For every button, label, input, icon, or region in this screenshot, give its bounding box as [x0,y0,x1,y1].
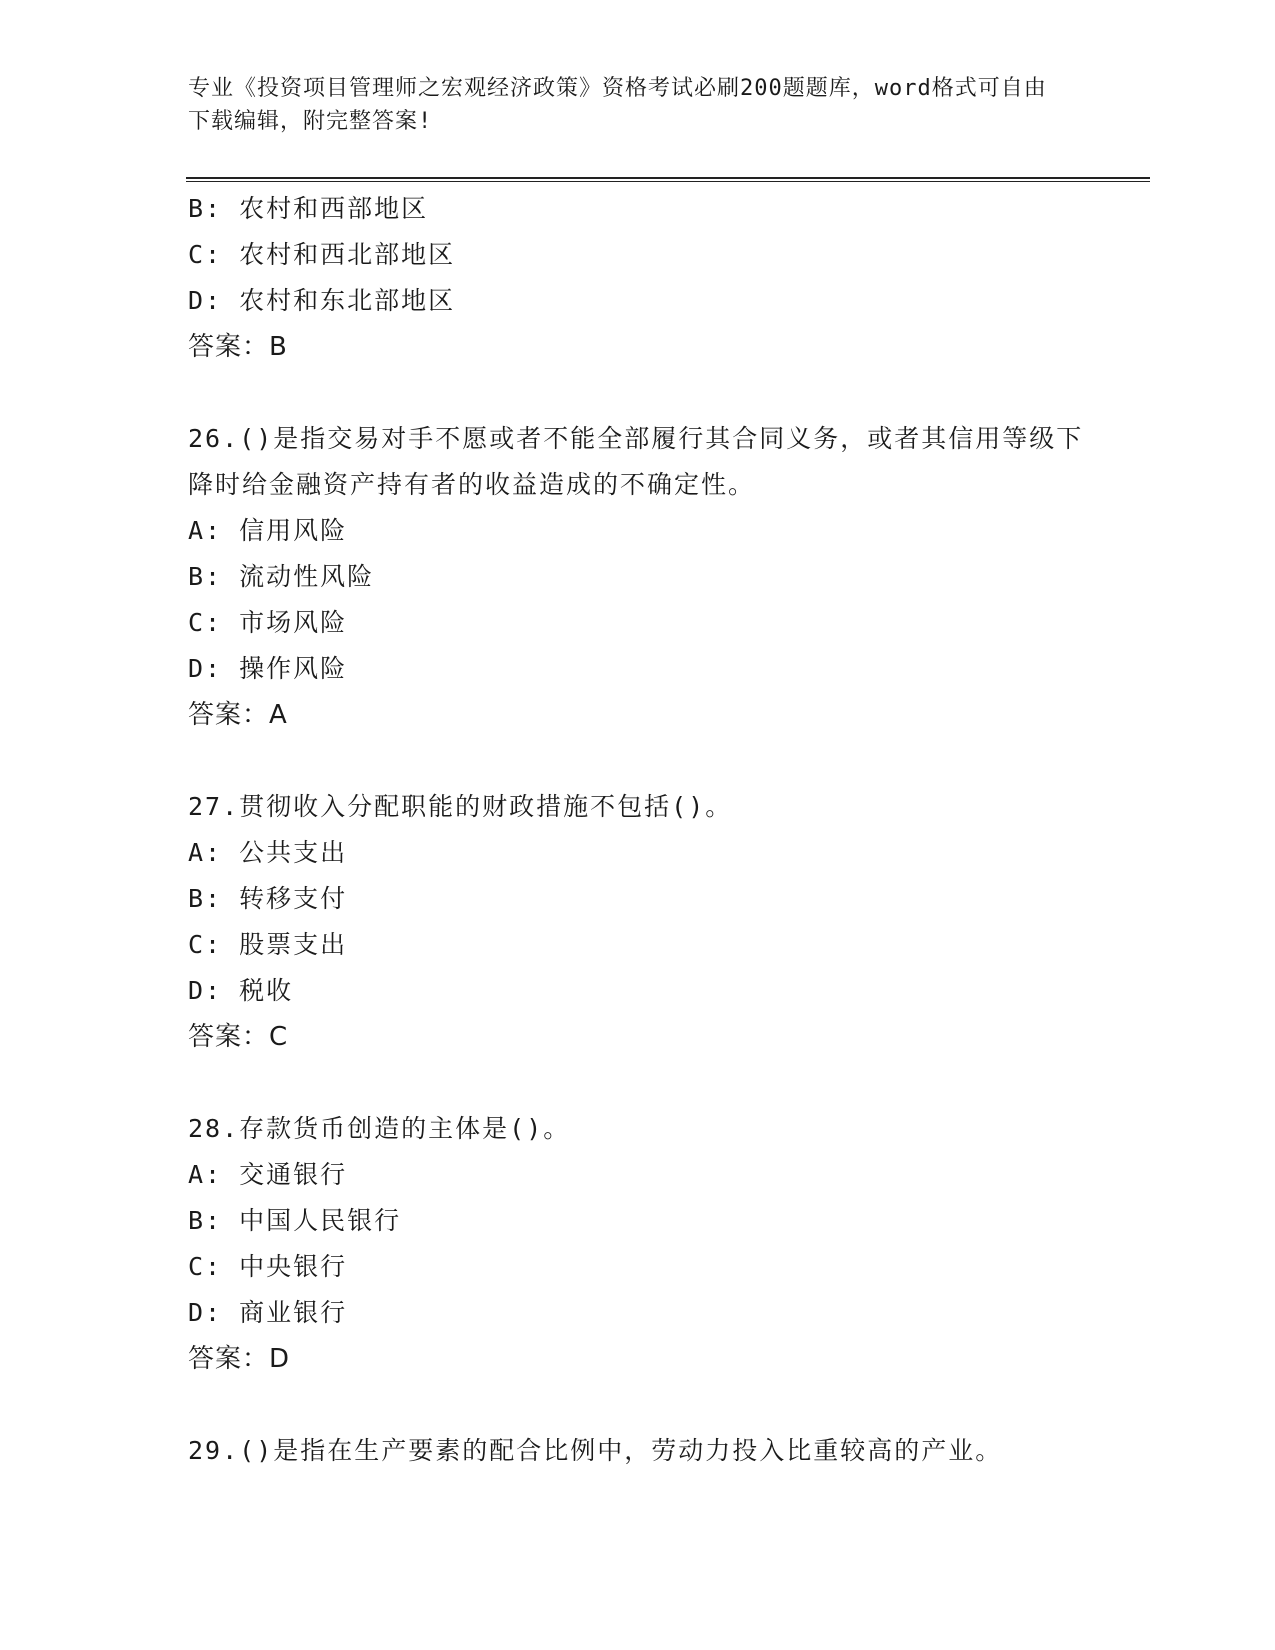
option-line: D: 税收 [188,976,294,1005]
answer-line: 答案：B [188,332,288,362]
option-line: C: 中央银行 [188,1252,348,1281]
question-27 [188,784,1088,1060]
question-26 [188,416,1088,738]
question-stem: 27.贯彻收入分配职能的财政措施不包括()。 [188,792,733,821]
answer-line: 答案：C [188,1022,289,1052]
page-header: 专业《投资项目管理师之宏观经济政策》资格考试必刷200题题库，word格式可自由下载编辑，附完整答案! [188,76,1047,134]
option-line: C: 农村和西北部地区 [188,240,456,269]
option-line: B: 中国人民银行 [188,1206,402,1235]
option-line: D: 操作风险 [188,654,348,683]
option-line: D: 农村和东北部地区 [188,286,456,315]
option-line: C: 股票支出 [188,930,348,959]
option-line: C: 市场风险 [188,608,348,637]
header-rule [186,177,1150,182]
question-stem: 28.存款货币创造的主体是()。 [188,1114,571,1143]
question-28 [188,1106,1088,1382]
question-stem: 29.()是指在生产要素的配合比例中，劳动力投入比重较高的产业。 [188,1436,1003,1465]
answer-line: 答案：A [188,700,288,730]
option-line: B: 流动性风险 [188,562,375,591]
option-line: A: 交通银行 [188,1160,348,1189]
document-body [188,186,1088,1474]
question-stem: 26.()是指交易对手不愿或者不能全部履行其合同义务，或者其信用等级下降时给金融资产持有者的收益造成的不确定性。 [188,424,1084,499]
option-line: B: 农村和西部地区 [188,194,429,223]
option-line: A: 信用风险 [188,516,348,545]
option-line: A: 公共支出 [188,838,348,867]
question-29 [188,1428,1088,1474]
option-line: D: 商业银行 [188,1298,348,1327]
answer-line: 答案：D [188,1344,291,1374]
option-line: B: 转移支付 [188,884,348,913]
